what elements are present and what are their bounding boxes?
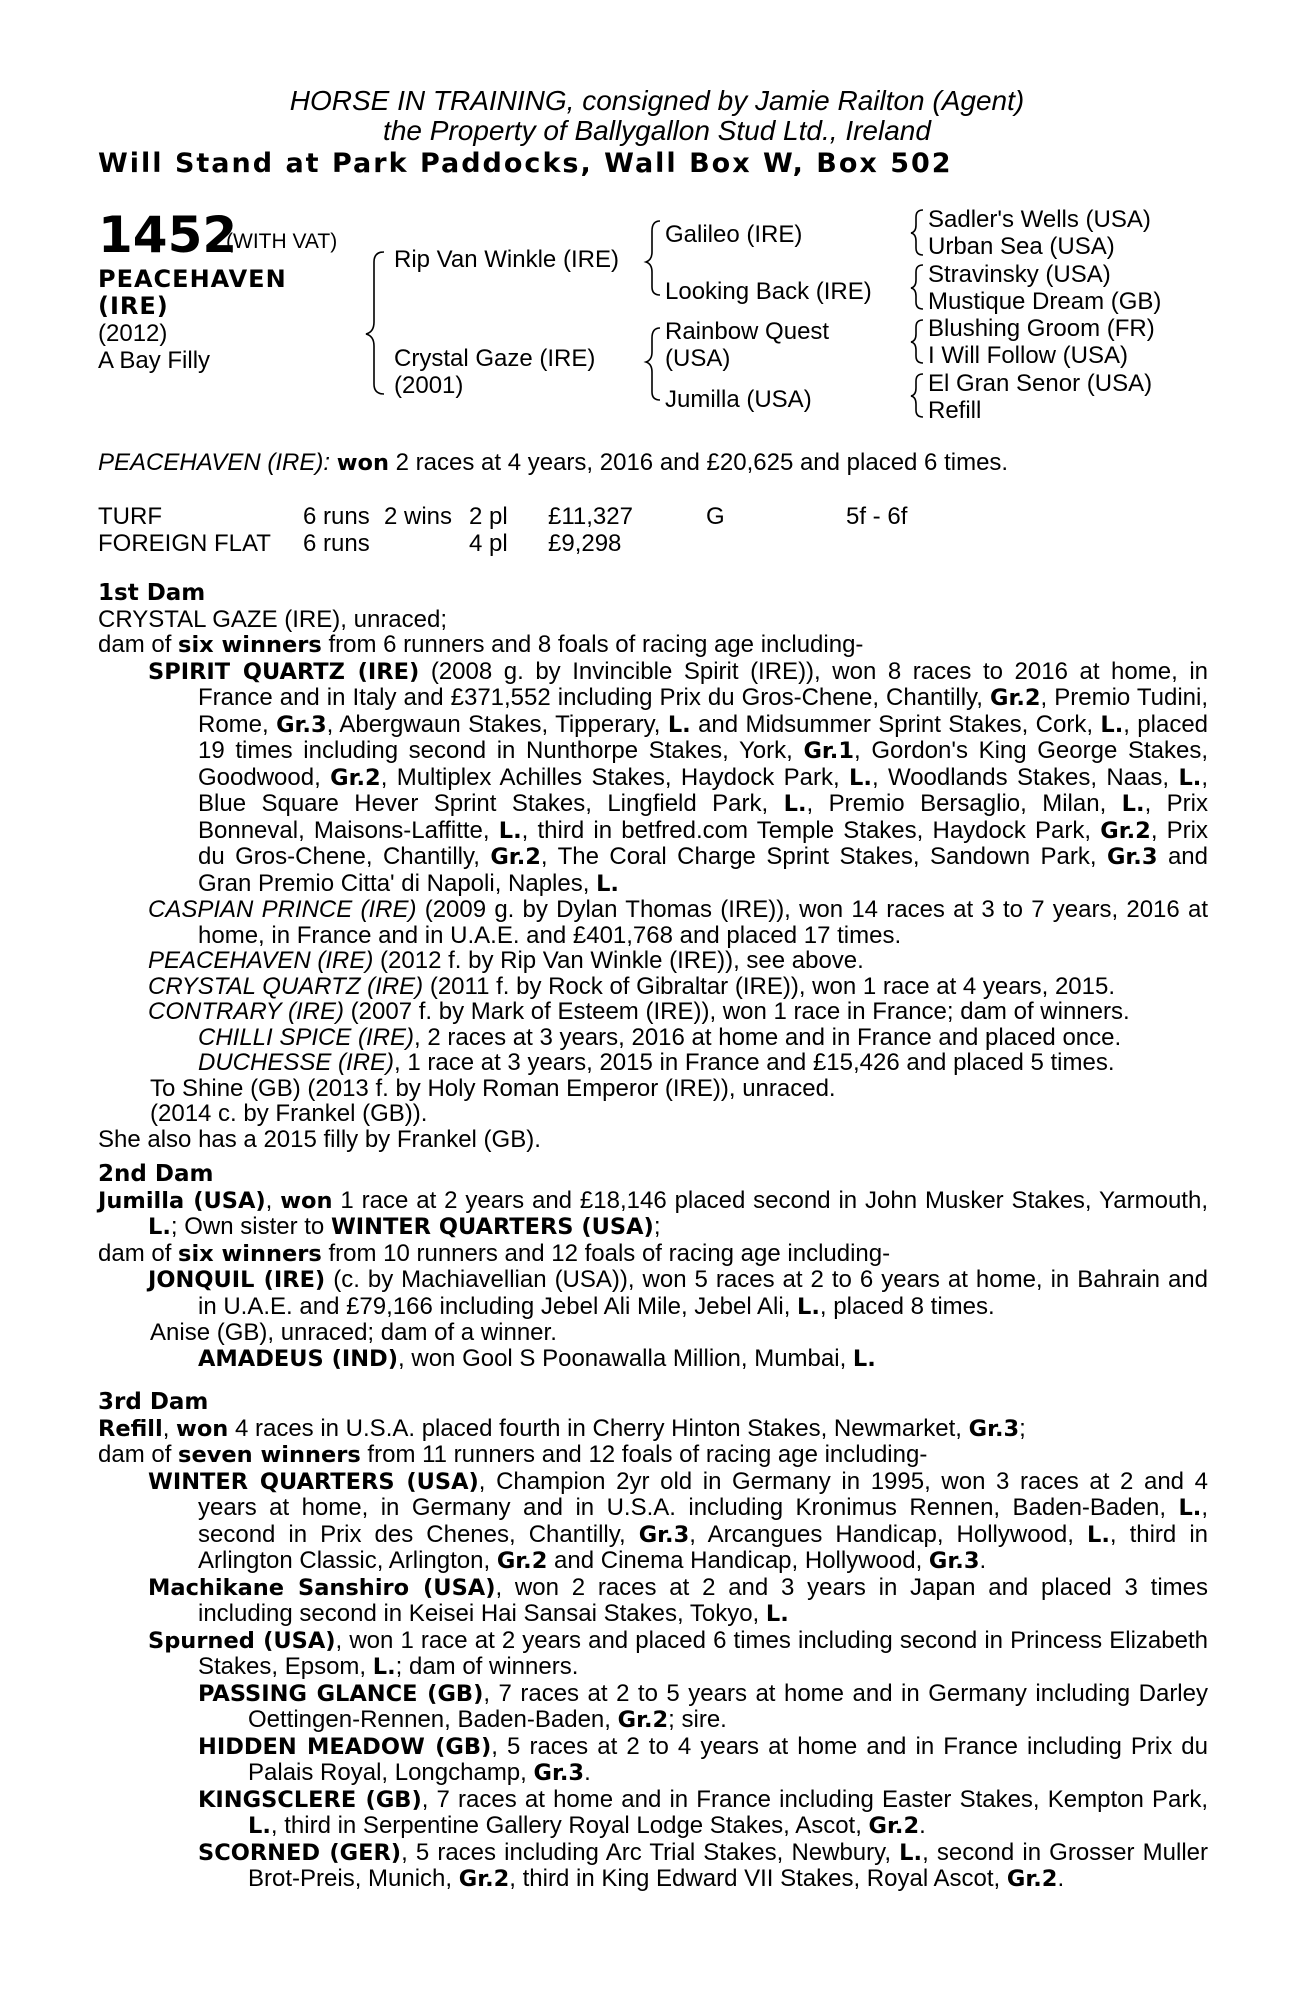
header-consignor: HORSE IN TRAINING, consigned by Jamie Railton (Agent) [289, 85, 1025, 116]
produce-sub-entry: KINGSCLERE (GB), 7 races at home and in France including Easter Stakes, Kempton Park, L., third in Serpentine Gallery Royal Lodge Stakes, Ascot, Gr.2. [198, 1785, 1208, 1839]
produce-sub-entry: AMADEUS (IND), won Gool S Poonawalla Million, Mumbai, L. [198, 1344, 876, 1372]
produce-note: She also has a 2015 filly by Frankel (GB). [98, 1125, 541, 1153]
pedigree-dam-dam: Jumilla (USA) [665, 386, 812, 413]
pedigree-dam-bracket [646, 328, 660, 400]
pedigree-bracket-jumilla [911, 374, 923, 417]
foaling-year: (2012) [98, 320, 168, 347]
produce-entry: JONQUIL (IRE) (c. by Machiavellian (USA)), won 5 races at 2 to 6 years at home, in Bahrain and in U.A.E. and £79,166 including Jebel Ali Mile, Jebel Ali, L., placed 8 times. [148, 1266, 1208, 1320]
second-dam-produce-summary: dam of six winners from 10 runners and 12 foals of racing age including- [98, 1239, 891, 1267]
produce-sub-entry: CHILLI SPICE (IRE), 2 races at 3 years, 2016 at home and in France and placed once. [198, 1023, 1122, 1051]
third-dam-intro: Refill, won 4 races in U.S.A. placed fourth in Cherry Hinton Stakes, Newmarket, Gr.3; [98, 1414, 1026, 1442]
pedigree-sire: Rip Van Winkle (IRE) [394, 246, 619, 273]
first-dam-heading: 1st Dam [98, 580, 206, 606]
pedigree-ssd: Urban Sea (USA) [928, 233, 1115, 260]
pedigree-sss: Sadler's Wells (USA) [928, 206, 1151, 233]
second-dam-section [98, 1162, 1208, 1372]
produce-sub-entry: SCORNED (GER), 5 races including Arc Trial Stakes, Newbury, L., second in Grosser Muller Brot-Preis, Munich, Gr.2, third in King Edward VII Stakes, Royal Ascot, Gr.2. [198, 1838, 1208, 1892]
produce-entry: PEACEHAVEN (IRE) (2012 f. by Rip Van Winkle (IRE)), see above. [148, 947, 864, 974]
pedigree-sire-sire: Galileo (IRE) [665, 221, 803, 248]
stat-prize: £11,327 [548, 503, 633, 530]
pedigree-main-bracket [366, 252, 384, 394]
produce-sub-entry: HIDDEN MEADOW (GB), 5 races at 2 to 4 years at home and in France including Prix du Palais Royal, Longchamp, Gr.3. [198, 1732, 1209, 1786]
pedigree-sire-dam: Looking Back (IRE) [665, 278, 872, 305]
stat-type: FOREIGN FLAT [98, 530, 271, 557]
produce-entry: CONTRARY (IRE) (2007 f. by Mark of Esteem (IRE)), won 1 race in France; dam of winners. [148, 998, 1130, 1025]
third-dam-heading: 3rd Dam [98, 1389, 209, 1415]
header-stand: Will Stand at Park Paddocks, Wall Box W, Box 502 [98, 148, 953, 179]
produce-entry: WINTER QUARTERS (USA), Champion 2yr old in Germany in 1995, won 3 races at 2 and 4 years at home, in Germany and in U.S.A. including Kronimus Rennen, Baden-Baden, L., second in Prix des Chenes, Chantilly, Gr.3, Arcangues Handicap, Hollywood, L., third in Arlington Classic, Arlington, Gr.2 and Cinema Handicap, Hollywood, Gr.3. [148, 1467, 1209, 1574]
produce-sub-entry: DUCHESSE (IRE), 1 race at 3 years, 2015 in France and £15,426 and placed 5 times. [198, 1049, 1115, 1076]
first-dam-produce-summary: dam of six winners from 6 runners and 8 foals of racing age including- [98, 631, 864, 658]
produce-entry: CASPIAN PRINCE (IRE) (2009 g. by Dylan Thomas (IRE)), won 14 races at 3 to 7 years, 2016 at home, in France and in U.A.E. and £401,768 and placed 17 times. [148, 896, 1208, 949]
pedigree-dam-sire: Rainbow Quest [665, 318, 830, 345]
summary-horse-name: PEACEHAVEN (IRE): [98, 449, 331, 476]
produce-entry: To Shine (GB) (2013 f. by Holy Roman Emperor (IRE)), unraced. [150, 1074, 836, 1102]
produce-sub-entry: PASSING GLANCE (GB), 7 races at 2 to 5 years at home and in Germany including Darley Oettingen-Rennen, Baden-Baden, Gr.2; sire. [198, 1679, 1208, 1733]
pedigree-dam: Crystal Gaze (IRE) [394, 345, 596, 372]
produce-entry: Anise (GB), unraced; dam of a winner. [150, 1319, 557, 1346]
produce-entry: (2014 c. by Frankel (GB)). [150, 1100, 428, 1127]
stat-runs: 6 runs [303, 503, 370, 530]
stat-going: G [706, 503, 725, 530]
pedigree-sdd: Mustique Dream (GB) [928, 288, 1162, 315]
pedigree-dsd: I Will Follow (USA) [928, 342, 1129, 369]
pedigree-dds: El Gran Senor (USA) [928, 370, 1153, 397]
pedigree-bracket-galileo [911, 210, 923, 255]
horse-description: A Bay Filly [98, 347, 211, 374]
stat-placed: 4 pl [469, 530, 508, 557]
stat-distance: 5f - 6f [846, 503, 908, 530]
vat-note: (WITH VAT) [226, 230, 338, 253]
stat-prize: £9,298 [548, 530, 622, 557]
stat-placed: 2 pl [469, 503, 508, 530]
pedigree-bracket-looking-back [911, 265, 923, 309]
horse-name-suffix: (IRE) [98, 292, 169, 320]
pedigree-bracket-rainbow-quest [911, 320, 923, 363]
summary-won: won [336, 450, 389, 476]
pedigree-sire-bracket [646, 221, 660, 295]
pedigree-dss: Blushing Groom (FR) [928, 315, 1155, 342]
header-property: the Property of Ballygallon Stud Ltd., Ireland [383, 115, 931, 146]
pedigree-dam-sire-country: (USA) [665, 345, 731, 372]
produce-entry: Machikane Sanshiro (USA), won 2 races at 2 and 3 years in Japan and placed 3 times including second in Keisei Hai Sansai Stakes, Tokyo, L. [148, 1573, 1208, 1627]
lot-number: 1452 [98, 206, 238, 264]
third-dam-section [98, 1390, 1208, 1893]
produce-entry: Spurned (USA), won 1 race at 2 years and placed 6 times including second in Princess Elizabeth Stakes, Epsom, L.; dam of winners. [148, 1626, 1208, 1680]
produce-entry: CRYSTAL QUARTZ (IRE) (2011 f. by Rock of Gibraltar (IRE)), won 1 race at 4 years, 2015. [148, 972, 1116, 1000]
third-dam-produce-summary: dam of seven winners from 11 runners and 12 foals of racing age including- [98, 1441, 928, 1468]
horse-name: PEACEHAVEN [98, 265, 287, 293]
stat-wins: 2 wins [384, 503, 453, 530]
pedigree-dam-year: (2001) [394, 372, 464, 399]
produce-entry: SPIRIT QUARTZ (IRE) (2008 g. by Invincible Spirit (IRE)), won 8 races to 2016 at home, in France and in Italy and £371,552 including Prix du Gros-Chene, Chantilly, Gr.2, Premio Tudini, Rome, Gr.3, Abergwaun Stakes, Tipperary, L. and Midsummer Sprint Stakes, Cork, L., placed 19 times including second in Nunthorpe Stakes, York, Gr.1, Gordon's King George Stakes, Goodwood, Gr.2, Multiplex Achilles Stakes, Haydock Park, L., Woodlands Stakes, Naas, L., Blue Square Hever Sprint Stakes, Lingfield Park, L., Premio Bersaglio, Milan, L., Prix Bonneval, Maisons-Laffitte, L., third in betfred.com Temple Stakes, Haydock Park, Gr.2, Prix du Gros-Chene, Chantilly, Gr.2, The Coral Charge Sprint Stakes, Sandown Park, Gr.3 and Gran Premio Citta' di Napoli, Naples, L. [148, 657, 1209, 897]
first-dam-intro: CRYSTAL GAZE (IRE), unraced; [98, 605, 447, 633]
stat-type: TURF [98, 503, 162, 530]
stat-runs: 6 runs [303, 530, 370, 557]
race-summary [98, 450, 1208, 477]
second-dam-intro: Jumilla (USA), won 1 race at 2 years and £18,146 placed second in John Musker Stakes, Yarmouth, L.; Own sister to WINTER QUARTERS (USA); [98, 1186, 1208, 1240]
pedigree-ddd: Refill [928, 397, 982, 424]
pedigree-sds: Stravinsky (USA) [928, 261, 1111, 288]
first-dam-section [98, 581, 1208, 1152]
summary-rest: 2 races at 4 years, 2016 and £20,625 and placed 6 times. [389, 449, 1009, 476]
second-dam-heading: 2nd Dam [98, 1161, 214, 1187]
